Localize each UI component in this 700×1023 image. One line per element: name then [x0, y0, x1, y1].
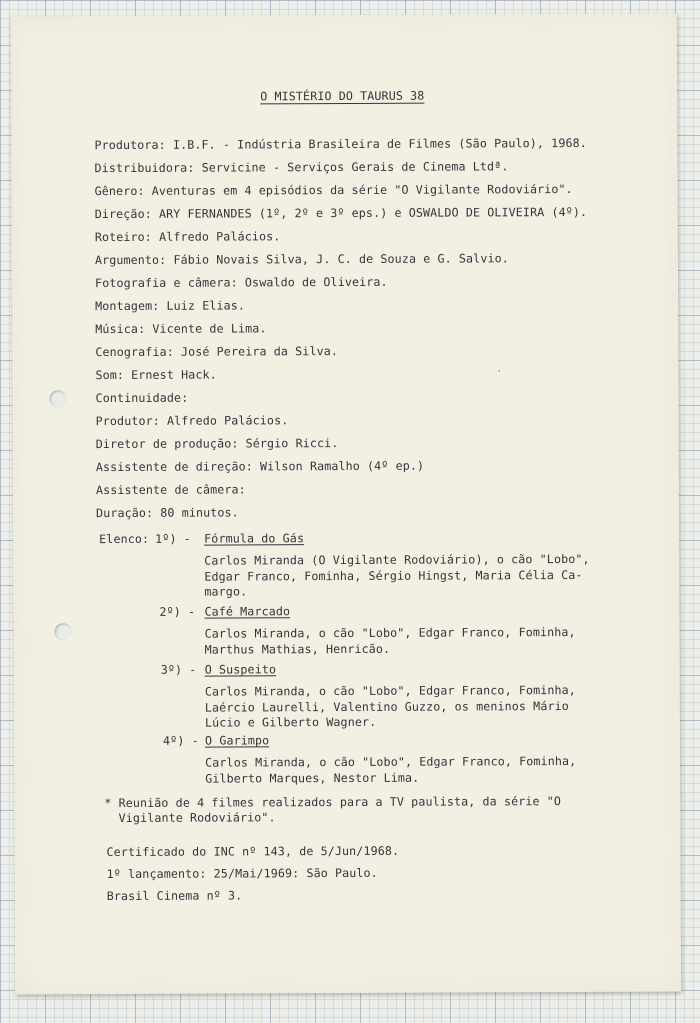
- footnote-line: * Reunião de 4 filmes realizados para a TV paulista, da série "O: [104, 794, 562, 811]
- footer-line: Certificado do INC nº 143, de 5/Jun/1968.: [106, 843, 400, 860]
- credit-line: Continuidade:: [95, 390, 189, 406]
- credit-line: Argumento: Fábio Novais Silva, J. C. de Souza e G. Salvio.: [94, 251, 509, 268]
- cast-label: Elenco:: [99, 531, 150, 547]
- punch-hole-bottom: [55, 623, 72, 640]
- episode-number: 4º) -: [163, 733, 199, 748]
- credit-line: Produtora: I.B.F. - Indústria Brasileira de Filmes (São Paulo), 1968.: [94, 135, 587, 153]
- punch-hole-top: [50, 390, 67, 407]
- credit-line: Diretor de produção: Sérgio Ricci.: [95, 436, 339, 452]
- episode-cast-line: Laércio Laurelli, Valentino Guzzo, os meninos Mário: [204, 698, 569, 715]
- episode-number: 3º) -: [160, 662, 197, 677]
- credit-line: Assistente de câmera:: [95, 482, 246, 498]
- credit-line: Duração: 80 minutos.: [96, 505, 239, 521]
- credit-line: Direção: ARY FERNANDES (1º, 2º e 3º eps.) e OSWALDO DE OLIVEIRA (4º).: [94, 204, 588, 222]
- episode-cast-line: Carlos Miranda, o cão "Lobo", Edgar Franco, Fominha,: [204, 624, 576, 641]
- episode-cast-line: margo.: [204, 584, 248, 599]
- episode-title: Fórmula do Gás: [204, 531, 305, 546]
- episode-cast-line: Marthus Mathias, Henricão.: [204, 641, 391, 657]
- episode-cast-line: Carlos Miranda (O Vigilante Rodoviário), o cão "Lobo",: [204, 551, 590, 568]
- credit-line: Gênero: Aventuras em 4 episódios da série "O Vigilante Rodoviário".: [94, 182, 573, 199]
- episode-cast-line: Edgar Franco, Fominha, Sérgio Hingst, Maria Célia Ca-: [204, 567, 583, 584]
- credit-line: Produtor: Alfredo Palácios.: [95, 413, 289, 429]
- episode-cast-line: Carlos Miranda, o cão "Lobo", Edgar Franco, Fominha,: [204, 682, 576, 699]
- footer-line: Brasil Cinema nº 3.: [106, 888, 243, 904]
- credit-line: Cenografia: José Pereira da Silva.: [95, 344, 339, 360]
- page-title: O MISTÉRIO DO TAURUS 38: [260, 88, 425, 104]
- episode-title: O Suspeito: [204, 662, 277, 677]
- episode-number: 1º) -: [155, 531, 191, 546]
- episode-cast-line: Carlos Miranda, o cão "Lobo", Edgar Franco, Fominha,: [205, 753, 577, 770]
- credit-line: Assistente de direção: Wilson Ramalho (4º ep.): [95, 458, 425, 475]
- ink-speck: ·: [496, 366, 503, 378]
- credit-line: Distribuidora: Servicine - Serviços Gerais de Cinema Ltdª.: [94, 159, 509, 176]
- credit-line: Roteiro: Alfredo Palácios.: [94, 229, 281, 245]
- episode-cast-line: Gilberto Marques, Nestor Lima.: [205, 770, 420, 786]
- footer-line: 1º lançamento: 25/Mai/1969: São Paulo.: [106, 865, 378, 882]
- credit-line: Fotografia e câmera: Oswaldo de Oliveira.: [95, 274, 388, 291]
- credit-line: Montagem: Luiz Elias.: [95, 298, 246, 314]
- credit-line: Som: Ernest Hack.: [95, 367, 217, 383]
- episode-cast-line: Lúcio e Gilberto Wagner.: [204, 714, 377, 730]
- typewritten-page: [11, 14, 681, 995]
- credit-line: Música: Vicente de Lima.: [95, 321, 267, 337]
- episode-title: O Garimpo: [205, 733, 270, 748]
- episode-title: Café Marcado: [204, 604, 291, 619]
- footnote-line: Vigilante Rodoviário".: [104, 810, 276, 826]
- episode-number: 2º) -: [159, 604, 196, 619]
